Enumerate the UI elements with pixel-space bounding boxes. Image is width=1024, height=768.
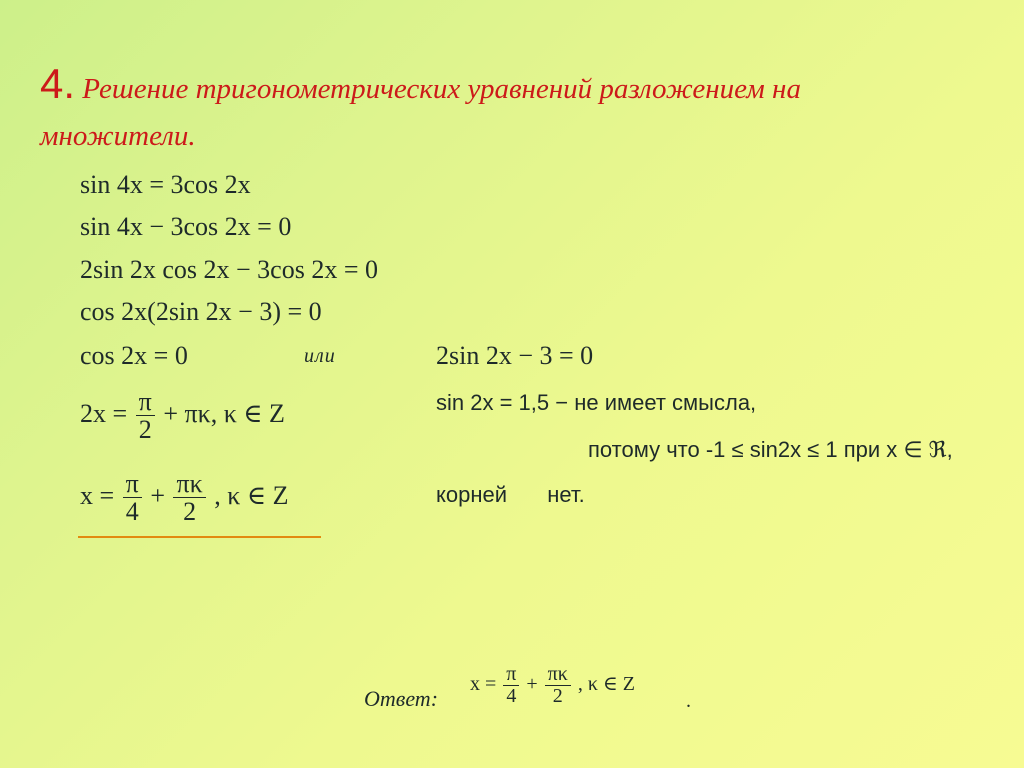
denominator: 2 <box>138 415 152 445</box>
step-3: 2sin 2x cos 2x − 3cos 2x = 0 <box>80 255 378 284</box>
numerator: πκ <box>173 470 205 498</box>
title-text-line2: множители. <box>40 120 196 152</box>
right-eq-1: 2sin 2x − 3 = 0 <box>436 341 594 370</box>
right-eq-3: потому что -1 ≤ sin2x ≤ 1 при x ∈ ℜ, <box>588 437 953 462</box>
denominator: 2 <box>552 685 563 707</box>
right-eq-2: sin 2x = 1,5 − не имеет смысла, <box>436 390 757 415</box>
answer-dot: . <box>686 690 691 712</box>
underline-rule <box>78 536 321 538</box>
left-eq2-lhs: x = <box>80 480 115 510</box>
right-eq4-a: корней <box>436 482 508 507</box>
denominator: 2 <box>183 497 197 527</box>
fraction <box>173 470 205 526</box>
denominator: 4 <box>125 497 139 527</box>
left-eq-1 <box>80 388 285 444</box>
title-number: 4. <box>40 60 76 107</box>
fraction <box>136 388 155 444</box>
plus-sign: + <box>150 480 165 510</box>
answer-label: Ответ: <box>364 686 439 711</box>
left-eq2-rest: , κ ∈ Z <box>214 480 289 510</box>
numerator: π <box>136 388 155 416</box>
left-eq1-lhs: 2x = <box>80 398 128 428</box>
fraction <box>545 664 571 707</box>
fraction <box>123 470 142 526</box>
right-eq4-b: нет. <box>547 482 585 507</box>
or-word: или <box>304 345 336 367</box>
numerator: π <box>123 470 142 498</box>
plus-sign: + <box>526 673 538 696</box>
left-eq1-rest: + πκ, κ ∈ Z <box>163 398 285 428</box>
right-eq-4 <box>436 482 585 508</box>
step-5: cos 2x = 0 <box>80 341 188 370</box>
step-1: sin 4x = 3cos 2x <box>80 170 251 199</box>
denominator: 4 <box>506 685 517 707</box>
left-eq-2 <box>80 470 288 526</box>
answer-rest: , κ ∈ Z <box>577 673 635 696</box>
numerator: πκ <box>545 664 571 686</box>
numerator: π <box>503 664 519 686</box>
step-2: sin 4x − 3cos 2x = 0 <box>80 212 292 241</box>
fraction <box>503 664 519 707</box>
answer-lhs: x = <box>470 673 497 696</box>
step-4: cos 2x(2sin 2x − 3) = 0 <box>80 297 322 326</box>
slide-title-line1 <box>40 60 801 113</box>
title-text-line1: Решение тригонометрических уравнений разложением на <box>82 73 801 105</box>
answer-formula <box>470 664 635 707</box>
